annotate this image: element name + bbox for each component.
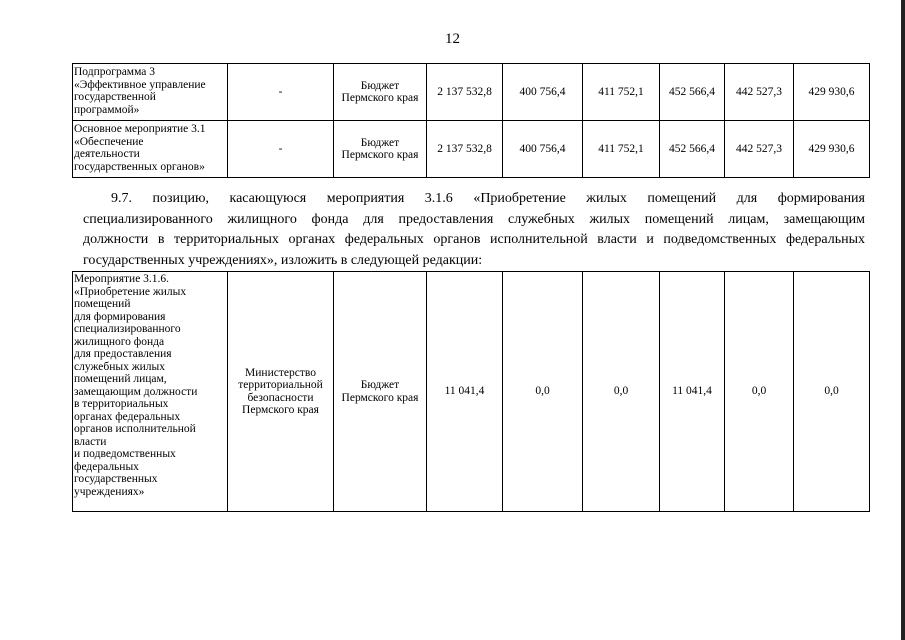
name-line: органов исполнительной	[74, 423, 196, 435]
value-cell: 11 041,4	[660, 272, 725, 512]
row-name-cell	[73, 272, 228, 512]
value-cell: 0,0	[583, 272, 660, 512]
name-line: помещений	[74, 298, 131, 310]
name-line: Мероприятие 3.1.6.	[74, 273, 170, 285]
value-cell: 411 752,1	[583, 121, 660, 178]
name-line: служебных жилых	[74, 360, 166, 373]
funding-source-cell	[334, 272, 427, 512]
row-name-cell	[73, 121, 228, 178]
executor-line: Пермского края	[242, 404, 319, 416]
name-line: «Обеспечение	[74, 135, 144, 148]
value-cell: 442 527,3	[725, 121, 794, 178]
row-name-cell	[73, 64, 228, 121]
value-cell: 400 756,4	[503, 64, 583, 121]
scan-edge	[901, 0, 905, 640]
value-cell: 429 930,6	[794, 121, 870, 178]
name-line: Основное мероприятие 3.1	[74, 123, 206, 135]
value-cell: 11 041,4	[427, 272, 503, 512]
measure-funding-table	[72, 271, 870, 512]
name-line: программой»	[74, 103, 140, 116]
name-line: для предоставления	[74, 348, 172, 360]
source-line: Бюджет	[360, 136, 400, 149]
paragraph-line: должности в территориальных органах федеральных органов исполнительной власти и подведомственных федеральных	[83, 232, 865, 247]
source-line: Бюджет	[360, 79, 400, 92]
executor-line: Министерство	[245, 366, 316, 379]
source-line: Пермского края	[341, 391, 419, 404]
value-cell: 2 137 532,8	[427, 64, 503, 121]
executor-cell	[228, 272, 334, 512]
funding-source-cell	[334, 64, 427, 121]
name-line: учреждениях»	[74, 485, 145, 498]
name-line: органах федеральных	[74, 410, 181, 423]
program-funding-table	[72, 63, 870, 178]
value-cell: 400 756,4	[503, 121, 583, 178]
name-line: государственных органов»	[74, 160, 205, 173]
value-cell: 429 930,6	[794, 64, 870, 121]
value-cell: 411 752,1	[583, 64, 660, 121]
table-row	[73, 121, 870, 178]
name-line: государственной	[74, 91, 156, 103]
funding-source-cell	[334, 121, 427, 178]
name-line: специализированного	[74, 323, 181, 335]
paragraph-line: 9.7. позицию, касающуюся мероприятия 3.1.6 «Приобретение жилых помещений для формирования	[111, 191, 865, 206]
value-cell: 2 137 532,8	[427, 121, 503, 178]
executor-cell: -	[228, 64, 334, 121]
value-cell: 452 566,4	[660, 64, 725, 121]
amendment-paragraph	[83, 189, 865, 271]
value-cell: 452 566,4	[660, 121, 725, 178]
paragraph-line: государственных учреждениях», изложить в следующей редакции:	[83, 252, 483, 268]
name-line: в территориальных	[74, 398, 169, 410]
name-line: жилищного фонда	[74, 335, 165, 348]
name-line: замещающим должности	[74, 385, 198, 398]
value-cell: 0,0	[503, 272, 583, 512]
source-line: Бюджет	[360, 379, 400, 391]
value-cell: 0,0	[725, 272, 794, 512]
value-cell: 0,0	[794, 272, 870, 512]
name-line: государственных	[74, 473, 158, 485]
table-row	[73, 64, 870, 121]
name-line: и подведомственных	[74, 448, 176, 460]
name-line: «Приобретение жилых	[74, 285, 187, 298]
executor-line: территориальной	[238, 379, 323, 391]
name-line: федеральных	[74, 460, 139, 473]
name-line: власти	[74, 435, 107, 448]
source-line: Пермского края	[341, 92, 419, 104]
name-line: помещений лицам,	[74, 373, 167, 385]
source-line: Пермского края	[341, 149, 419, 161]
value-cell: 442 527,3	[725, 64, 794, 121]
name-line: Подпрограмма 3	[74, 66, 156, 78]
page-number: 12	[445, 31, 460, 47]
paragraph-line: специализированного жилищного фонда для предоставления служебных жилых помещений лицам, замещающим	[83, 211, 865, 227]
name-line: «Эффективное управление	[74, 78, 206, 91]
executor-cell: -	[228, 121, 334, 178]
name-line: деятельности	[74, 148, 140, 160]
name-line: для формирования	[74, 310, 166, 323]
executor-line: безопасности	[247, 391, 314, 404]
table-row	[73, 272, 870, 512]
